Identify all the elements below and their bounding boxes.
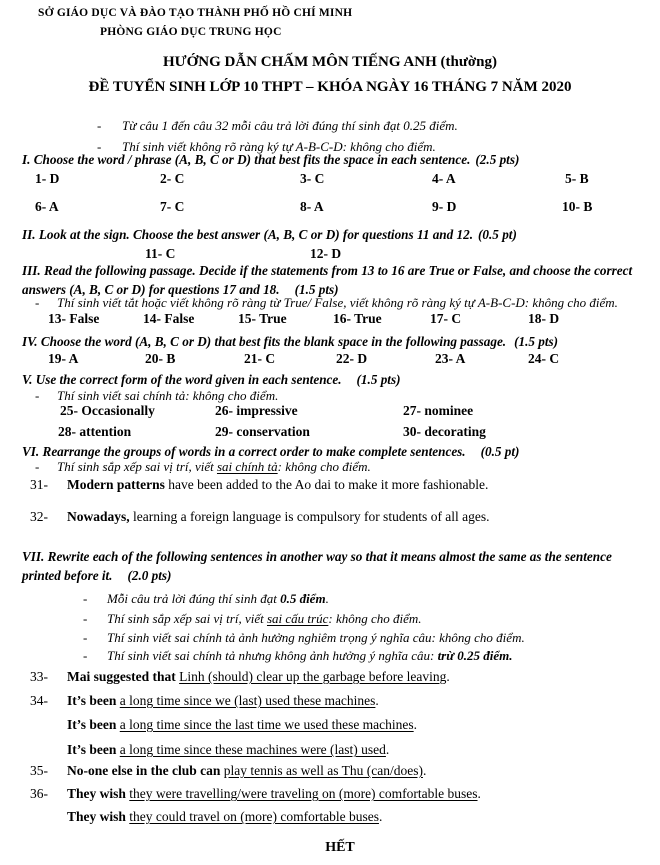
section-iii-note: [35, 295, 618, 311]
sentence-tail: .: [413, 717, 418, 732]
section-vii-note-4: [83, 648, 513, 664]
sentence-rest: learning a foreign language is compulsory for students of all ages.: [129, 509, 490, 524]
sentence-underlined: Linh (should) clear up the garbage before leaving: [179, 669, 447, 684]
rewrite-answer-33: [30, 669, 450, 685]
answers-row-28-30: [0, 424, 660, 444]
bullet-dash: -: [97, 139, 102, 154]
answer-cell: 16- True: [333, 311, 382, 326]
rewrite-answer-34: [30, 693, 379, 709]
note-post: : không cho điểm.: [328, 611, 422, 626]
sentence-underlined: they could travel on (more) comfortable buses: [129, 809, 379, 824]
answer-cell: 25- Occasionally: [60, 403, 155, 418]
rewrite-answer-35: [30, 763, 426, 779]
answer-cell: 1- D: [35, 171, 60, 186]
points-label: (1.5 pts): [514, 334, 559, 349]
answer-cell: 10- B: [562, 199, 593, 214]
note-bold: trừ 0.25 điểm.: [437, 648, 513, 663]
sentence-number: 35-: [30, 763, 48, 778]
section-iv-heading: IV. Choose the word (A, B, C or D) that best fits the blank space in the following passage. (1.5 pts): [22, 334, 559, 349]
doc-title-line2: ĐỀ TUYỂN SINH LỚP 10 THPT – KHÓA NGÀY 16 THÁNG 7 NĂM 2020: [88, 79, 572, 95]
answer-cell: 5- B: [565, 171, 589, 186]
points-label: (0.5 pt): [478, 227, 517, 242]
points-label: (2.0 pts): [127, 568, 172, 583]
sentence-bold: It’s been: [67, 742, 120, 757]
bullet-dash: -: [83, 611, 88, 626]
answer-cell: 26- impressive: [215, 403, 298, 418]
sentence-bold: No-one else in the club can: [67, 763, 224, 778]
bullet-dash: -: [35, 295, 40, 310]
answer-cell: 22- D: [336, 351, 368, 366]
general-note-1: [97, 118, 458, 134]
answer-cell: 19- A: [48, 351, 79, 366]
section-v-heading: V. Use the correct form of the word given in each sentence. (1.5 pts): [22, 372, 401, 387]
bullet-dash: -: [97, 118, 102, 133]
bullet-dash: -: [35, 388, 40, 403]
header-department: SỞ GIÁO DỤC VÀ ĐÀO TẠO THÀNH PHỐ HỒ CHÍ MINH: [38, 7, 353, 19]
sentence-rest: have been added to the Ao dai to make it more fashionable.: [164, 477, 489, 492]
sentence-number: 33-: [30, 669, 48, 684]
sentence-number: 32-: [30, 509, 48, 524]
answer-cell: 30- decorating: [403, 424, 486, 439]
answers-row-25-27: [0, 403, 660, 423]
note-post: .: [325, 591, 329, 606]
sentence-underlined: a long time since the last time we used these machines: [119, 717, 414, 732]
bullet-dash: -: [35, 459, 40, 474]
answer-cell: 27- nominee: [403, 403, 474, 418]
answer-cell: 8- A: [300, 199, 324, 214]
sentence-number: 36-: [30, 786, 48, 801]
rewrite-answer-36-alt: [67, 809, 382, 825]
doc-title-line1: HƯỚNG DẪN CHẤM MÔN TIẾNG ANH (thường): [163, 54, 497, 70]
answer-cell: 6- A: [35, 199, 59, 214]
sentence-tail: .: [375, 693, 379, 708]
answer-cell: 11- C: [145, 246, 176, 261]
sentence-number: 34-: [30, 693, 48, 708]
sentence-tail: .: [422, 763, 427, 778]
sentence-bold: Modern patterns: [67, 477, 165, 492]
answer-cell: 14- False: [143, 311, 195, 326]
section-vi-heading: VI. Rearrange the groups of words in a correct order to make complete sentences. (0.5 pt): [22, 444, 520, 459]
rewrite-answer-34-alt-2: [67, 742, 389, 758]
note-pre: Thí sinh sắp xếp sai vị trí, viết: [57, 459, 217, 474]
sentence-underlined: play tennis as well as Thu (can/does): [223, 763, 423, 778]
sentence-underlined: they were travelling/were traveling on (more) comfortable buses: [129, 786, 478, 801]
section-vii-note-3: [83, 630, 525, 646]
note-pre: Mỗi câu trả lời đúng thí sinh đạt: [107, 591, 281, 606]
answer-cell: 28- attention: [58, 424, 132, 439]
answer-cell: 15- True: [238, 311, 287, 326]
section-ii-heading: II. Look at the sign. Choose the best answer (A, B, C or D) for questions 11 and 12. (0.5 pt): [22, 227, 517, 242]
sentence-number: 31-: [30, 477, 48, 492]
bullet-dash: -: [83, 630, 88, 645]
section-vii-heading: VII. Rewrite each of the following sentences in another way so that it means almost the same as the sentence printed before it. (2.0 pts): [22, 549, 612, 583]
section-vi-note: [35, 459, 371, 475]
answer-cell: 3- C: [300, 171, 325, 186]
note-text: Thí sinh viết sai chính tả: không cho điểm.: [57, 388, 279, 403]
sentence-32: [30, 509, 490, 525]
section-vii-note-2: [83, 611, 422, 627]
note-text: Thí sinh viết tắt hoặc viết không rõ ràng từ True/ False, viết không rõ ràng ký tự A-B-C-D: không cho điểm.: [57, 295, 618, 310]
sentence-tail: .: [446, 669, 450, 684]
note-pre: Thí sinh sắp xếp sai vị trí, viết: [107, 611, 267, 626]
sentence-bold: It’s been: [67, 693, 120, 708]
answers-row-1-5: [0, 171, 660, 191]
answer-cell: 20- B: [145, 351, 176, 366]
sentence-bold: Nowadays,: [67, 509, 130, 524]
note-post: : không cho điểm.: [277, 459, 371, 474]
sentence-bold: It’s been: [67, 717, 120, 732]
note-underlined: sai chính tả: [216, 459, 278, 474]
note-underlined: sai cấu trúc: [266, 611, 329, 626]
header-office: PHÒNG GIÁO DỤC TRUNG HỌC: [100, 26, 282, 38]
answer-cell: 18- D: [528, 311, 560, 326]
answer-cell: 9- D: [432, 199, 457, 214]
note-pre: Thí sinh viết sai chính tả nhưng không ảnh hưởng ý nghĩa câu:: [107, 648, 438, 663]
rewrite-answer-36: [30, 786, 481, 802]
note-text: Từ câu 1 đến câu 32 mỗi câu trả lời đúng thí sinh đạt 0.25 điểm.: [122, 118, 458, 133]
answer-cell: 12- D: [310, 246, 342, 261]
note-text: Thí sinh viết không rõ ràng ký tự A-B-C-D: không cho điểm.: [122, 139, 436, 154]
section-vii-note-1: [83, 591, 329, 607]
rewrite-answer-34-alt-1: [67, 717, 417, 733]
section-iii-heading: III. Read the following passage. Decide if the statements from 13 to 16 are True or False, and choose the correct answers (A, B, C or D) for questions 17 and 18. (1.5 pts): [22, 263, 633, 297]
answer-cell: 23- A: [435, 351, 466, 366]
answer-cell: 7- C: [160, 199, 185, 214]
sentence-bold: They wish: [67, 786, 130, 801]
points-label: (0.5 pt): [480, 444, 520, 459]
answers-row-6-10: [0, 199, 660, 219]
answer-cell: 29- conservation: [215, 424, 310, 439]
answer-cell: 13- False: [48, 311, 100, 326]
note-bold: 0.5 điểm: [280, 591, 326, 606]
answer-cell: 17- C: [430, 311, 462, 326]
answer-cell: 24- C: [528, 351, 560, 366]
footer-het: HẾT: [325, 840, 355, 855]
points-label: (1.5 pts): [356, 372, 401, 387]
answer-cell: 2- C: [160, 171, 185, 186]
sentence-tail: .: [378, 809, 383, 824]
sentence-tail: .: [385, 742, 390, 757]
section-i-heading: I. Choose the word / phrase (A, B, C or D) that best fits the space in each sentence. (2.5 pts): [22, 152, 520, 167]
sentence-bold: They wish: [67, 809, 130, 824]
bullet-dash: -: [83, 648, 88, 663]
sentence-31: [30, 477, 488, 493]
section-v-note: [35, 388, 278, 404]
note-pre: Thí sinh viết sai chính tả ảnh hưởng nghiêm trọng ý nghĩa câu: không cho điểm.: [107, 630, 525, 645]
answers-row-13-18: [0, 311, 660, 331]
answer-cell: 21- C: [244, 351, 276, 366]
sentence-bold: Mai suggested that: [67, 669, 180, 684]
answers-row-19-24: [0, 351, 660, 371]
bullet-dash: -: [83, 591, 88, 606]
answer-cell: 4- A: [432, 171, 456, 186]
points-label: (1.5 pts): [294, 282, 339, 297]
sentence-tail: .: [477, 786, 481, 801]
sentence-underlined: a long time since these machines were (last) used: [119, 742, 386, 757]
points-label: (2.5 pts): [475, 152, 520, 167]
sentence-underlined: a long time since we (last) used these machines: [119, 693, 376, 708]
